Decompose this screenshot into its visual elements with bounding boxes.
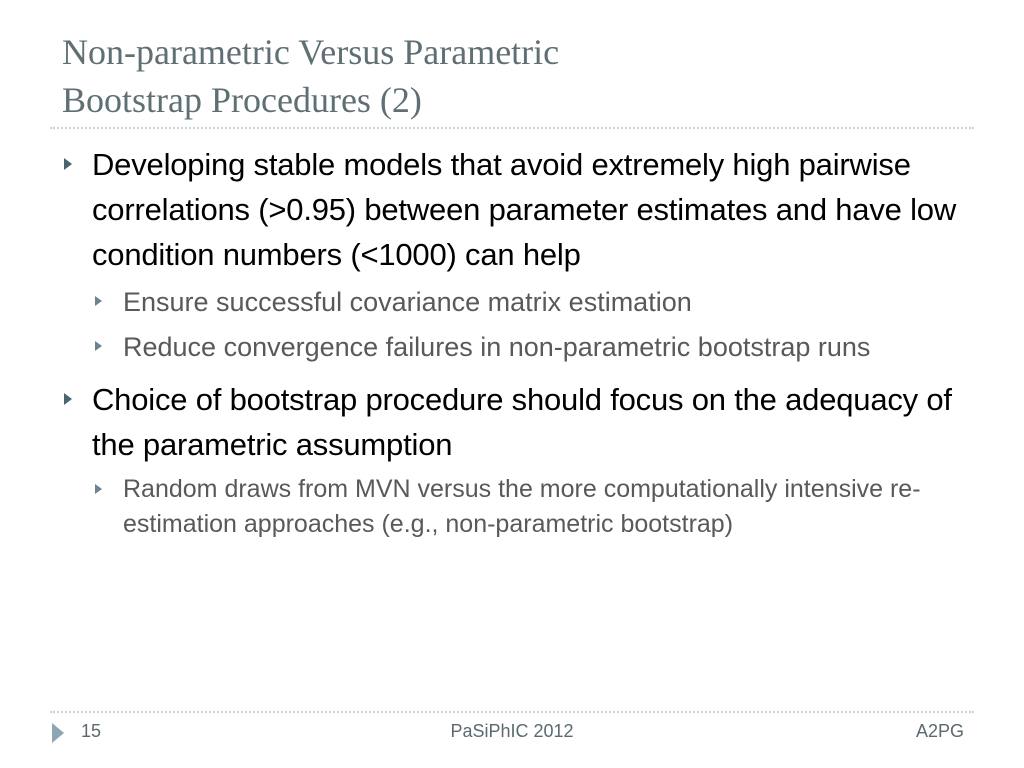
triangle-bullet-icon [95,341,102,351]
slide-title-line-1: Non-parametric Versus Parametric [62,32,560,72]
bullet-text: Developing stable models that avoid extremely high pairwise correlations (>0.95) between parameter estimates and have low condition numbers (<1000) can help [92,147,957,272]
bullet-text: Choice of bootstrap procedure should focus on the adequacy of the parametric assumption [92,382,952,462]
triangle-bullet-icon [64,393,72,405]
bullet-item [62,377,972,467]
title-divider [50,127,974,129]
slide-title [62,28,982,124]
page-number: 15 [81,721,102,741]
bullet-item [62,142,972,277]
slide-title-line-2: Bootstrap Procedures (2) [62,80,422,120]
sub-bullet-item [62,327,972,367]
footer-organization: A2PG [915,721,964,741]
sub-bullet-item [62,282,972,322]
sub-bullet-item [62,472,972,542]
triangle-bullet-icon [95,296,102,306]
slide-body [62,142,972,542]
footer-divider [50,711,974,713]
sub-bullet-text: Random draws from MVN versus the more computationally intensive re-estimation approaches (e.g., non-parametric bootstrap) [123,475,921,538]
triangle-bullet-icon [64,158,72,170]
triangle-bullet-icon [95,484,102,494]
sub-bullet-text: Ensure successful covariance matrix estimation [123,287,692,317]
sub-bullet-text: Reduce convergence failures in non-parametric bootstrap runs [123,332,871,362]
slide-footer [0,716,1024,746]
footer-conference: PaSiPhIC 2012 [450,721,574,741]
